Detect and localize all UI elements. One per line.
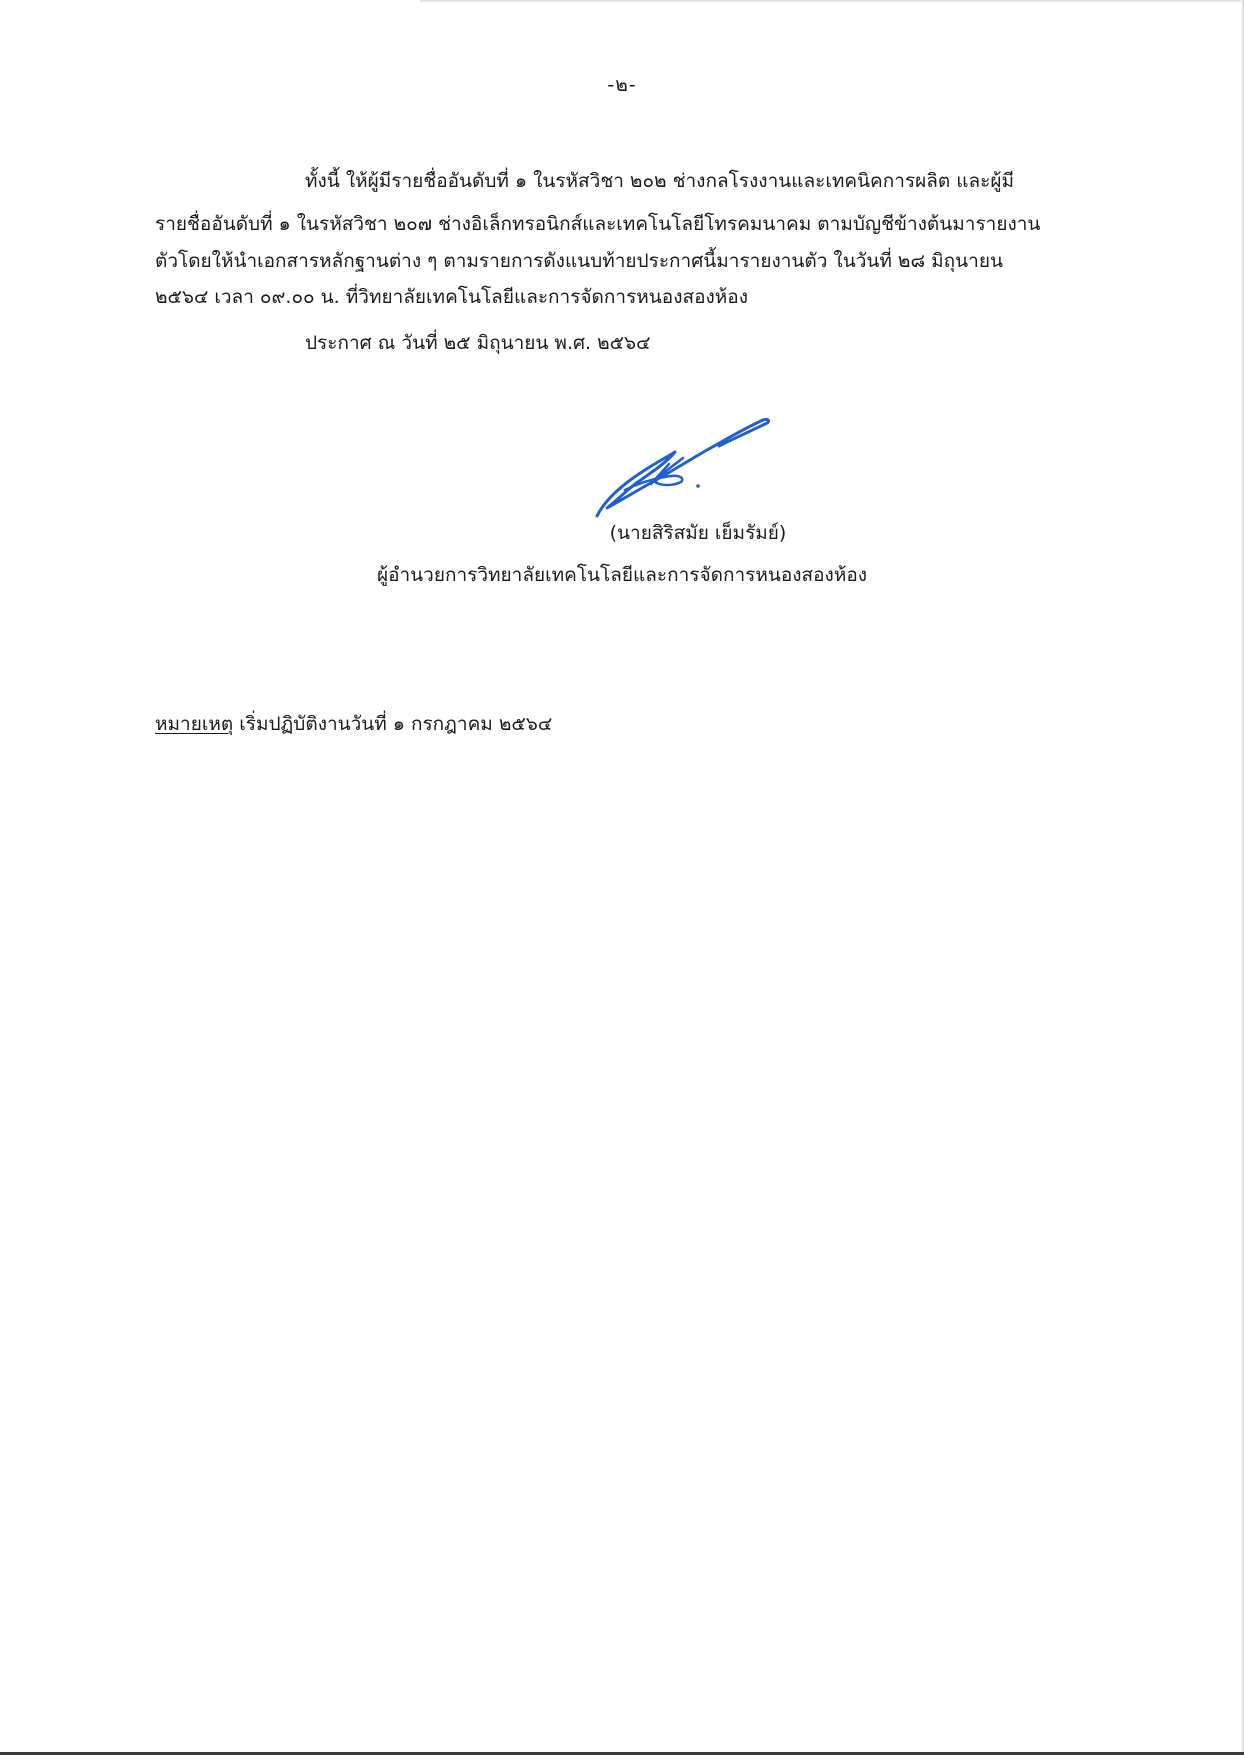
signer-title: ผู้อำนวยการวิทยาลัยเทคโนโลยีและการจัดการหนองสองห้อง <box>376 564 868 586</box>
note <box>155 709 552 739</box>
body-line-3: ตัวโดยให้นำเอกสารหลักฐานต่าง ๆ ตามรายการดังแนบท้ายประกาศนี้มารายงานตัว ในวันที่ ๒๘ มิถุนายน <box>155 250 1003 272</box>
note-label: หมายเหตุ <box>155 713 234 735</box>
body-line-1: ทั้งนี้ ให้ผู้มีรายชื่ออันดับที่ ๑ ในรหัสวิชา ๒๐๒ ช่างกลโรงงานและเทคนิคการผลิต และผู้มี <box>305 170 1015 192</box>
scan-edge-top <box>420 0 1244 3</box>
announcement-date: ประกาศ ณ วันที่ ๒๕ มิถุนายน พ.ศ. ๒๕๖๔ <box>305 332 651 354</box>
page-number: -๒- <box>607 74 637 96</box>
handwritten-signature <box>585 412 775 522</box>
body-line-2: รายชื่ออันดับที่ ๑ ในรหัสวิชา ๒๐๗ ช่างอิเล็กทรอนิกส์และเทคโนโลยีโทรคมนาคม ตามบัญชีข้างต้นมารายงาน <box>155 213 1041 235</box>
body-line-4: ๒๕๖๔ เวลา ๐๙.๐๐ น. ที่วิทยาลัยเทคโนโลยีและการจัดการหนองสองห้อง <box>155 286 748 308</box>
note-text: เริ่มปฏิบัติงานวันที่ ๑ กรกฎาคม ๒๕๖๔ <box>233 713 553 735</box>
signer-name: (นายสิริสมัย เย็มรัมย์) <box>609 522 787 544</box>
